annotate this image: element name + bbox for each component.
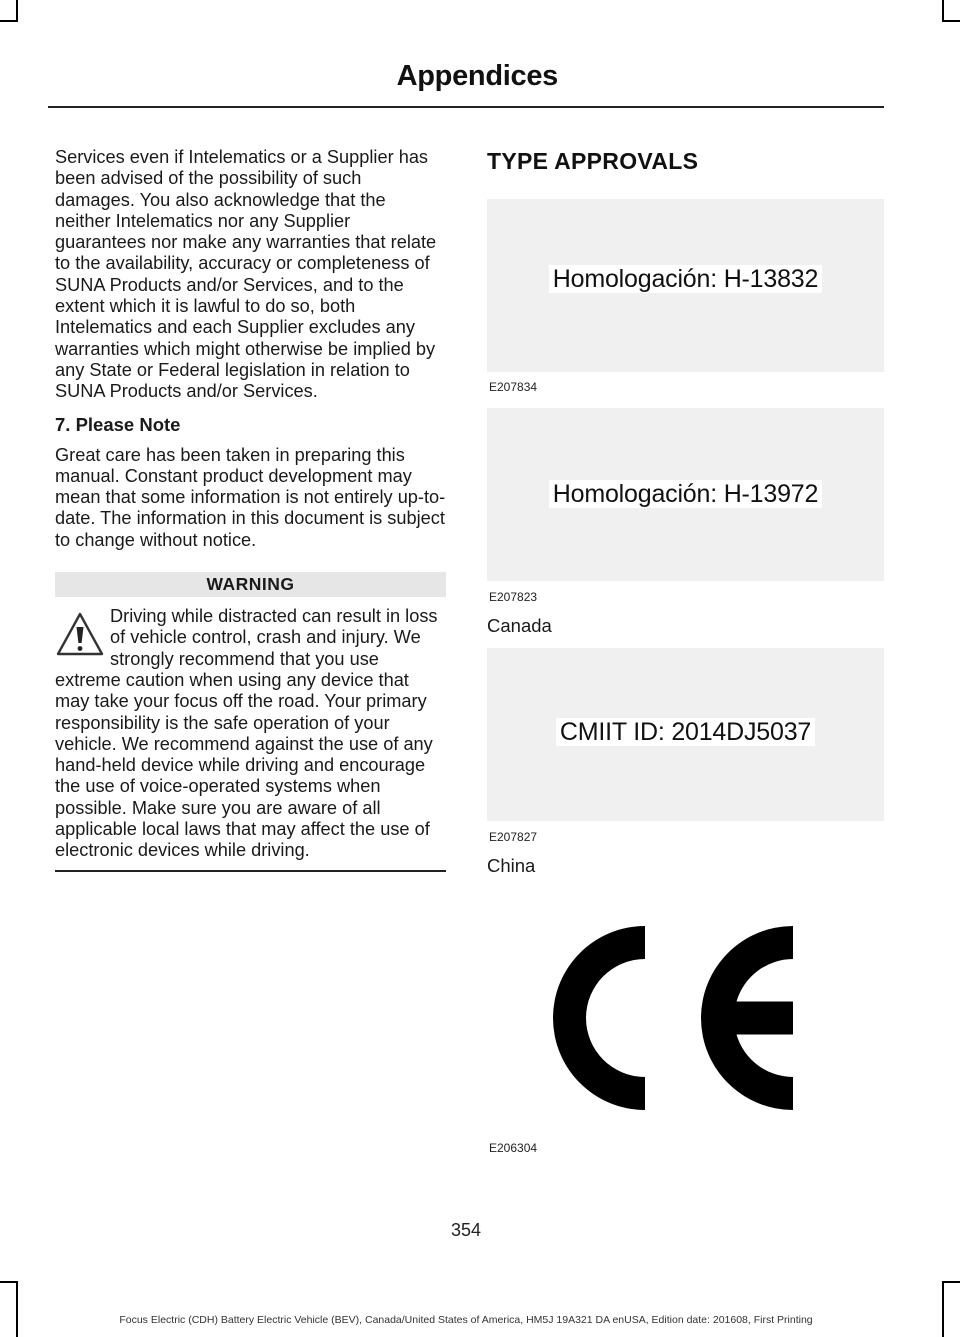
image-code: E207823	[489, 590, 538, 604]
image-code: E206304	[489, 1141, 538, 1155]
header-rule	[48, 106, 884, 108]
body-paragraph: Great care has been taken in preparing this manual. Constant product development may mean that some information is not entirely up-to-date. The information in this document is subject to change without notice.	[55, 444, 446, 550]
crop-mark	[0, 20, 18, 22]
approval-image	[487, 199, 884, 372]
warning-text: Driving while distracted can result in loss of vehicle control, crash and injury. We strongly recommend that you use extreme caution when using any device that may take your focus off the road. Your primary responsibility is the safe operation of your vehicle. We recommend against the use of any hand-held device while driving and encourage the use of voice-operated systems when possible. Make sure you are aware of all applicable local laws that may affect the use of electronic devices while driving.	[55, 606, 438, 861]
caption-china: China	[487, 855, 536, 876]
crop-mark	[942, 20, 960, 22]
crop-mark	[16, 0, 18, 22]
crop-mark	[0, 1281, 18, 1283]
section-title: TYPE APPROVALS	[487, 148, 699, 174]
approval-image	[487, 648, 884, 821]
warning-label: WARNING	[55, 572, 446, 597]
approval-label: CMIIT ID: 2014DJ5037	[556, 718, 815, 746]
warning-body	[55, 606, 446, 862]
approval-image	[487, 408, 884, 581]
crop-mark	[942, 1281, 960, 1283]
left-column	[55, 147, 446, 872]
body-paragraph: Services even if Intelematics or a Supplier has been advised of the possibility of such damages. You also acknowledge that the neither Intelematics nor any Supplier guarantees nor make any warranties that relate to the availability, accuracy or completeness of SUNA Products and/or Services, and to the extent which it is lawful to do so, both Intelematics and each Supplier excludes any warranties which might otherwise be implied by any State or Federal legislation in relation to SUNA Products and/or Services.	[55, 147, 437, 402]
footer-text: Focus Electric (CDH) Battery Electric Vehicle (BEV), Canada/United States of America, HM5J 19A321 DA enUSA, Edition date: 201608, First Printing	[119, 1314, 813, 1326]
crop-mark	[942, 1281, 944, 1337]
subheading: 7. Please Note	[55, 413, 181, 435]
page-number: 354	[450, 1220, 482, 1240]
warning-triangle-icon	[55, 610, 105, 660]
image-code: E207827	[489, 830, 538, 844]
crop-mark	[942, 0, 944, 22]
warning-end-rule	[55, 870, 446, 872]
image-code: E207834	[489, 380, 538, 394]
approval-label: Homologación: H-13832	[549, 265, 822, 293]
ce-mark-icon	[539, 918, 819, 1118]
caption-canada: Canada	[487, 615, 552, 636]
approval-label: Homologación: H-13972	[549, 480, 822, 508]
page-header-title: Appendices	[396, 60, 558, 92]
crop-mark	[16, 1281, 18, 1337]
